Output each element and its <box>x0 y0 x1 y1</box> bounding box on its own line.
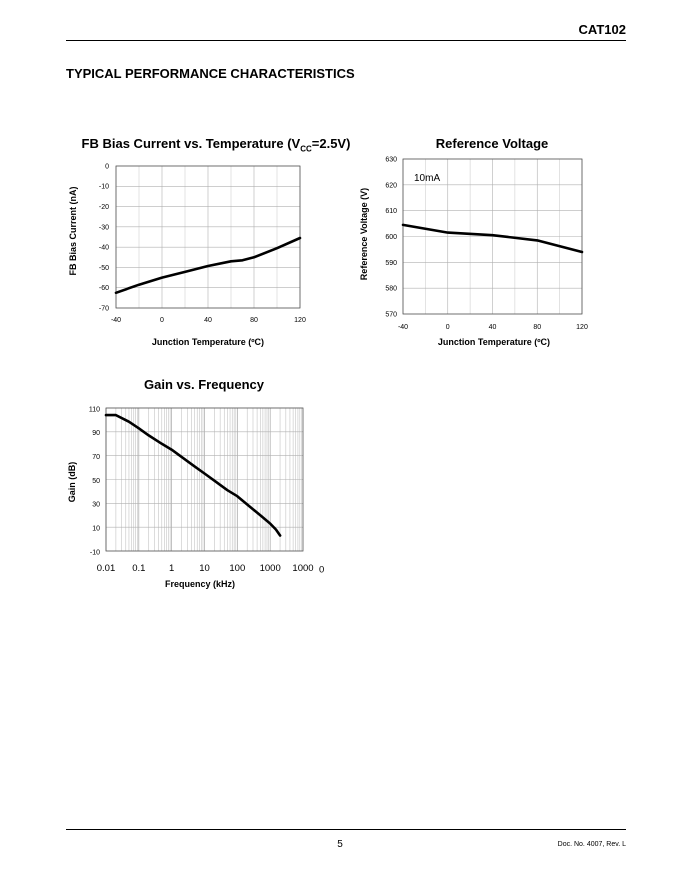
y-tick-label: 600 <box>385 233 397 241</box>
x-tick-label: 120 <box>576 324 588 331</box>
y-tick-label: -30 <box>98 224 109 232</box>
y-tick-label: -10 <box>89 549 100 557</box>
y-tick-label: 590 <box>385 259 397 267</box>
part-number: CAT102 <box>578 22 626 37</box>
y-tick-label: 610 <box>385 208 397 216</box>
x-tick-label: 100 <box>229 563 246 574</box>
chart-bias-xlabel: Junction Temperature (ºC) <box>151 337 265 347</box>
chart-gain-ylabel: Gain (dB) <box>67 461 77 503</box>
x-tick-label: 0.1 <box>132 563 146 574</box>
x-tick-label: 80 <box>250 317 258 324</box>
y-tick-label: 110 <box>88 406 100 414</box>
x-tick-label-extra: 0 <box>319 564 325 576</box>
y-tick-label: 50 <box>92 477 100 485</box>
y-tick-label: 570 <box>385 311 397 319</box>
chart-ref-ylabel: Reference Voltage (V) <box>359 187 369 281</box>
x-tick-label: 0 <box>445 324 450 331</box>
y-tick-label: -50 <box>98 264 109 272</box>
y-tick-label: -10 <box>98 183 109 191</box>
x-tick-label: 10 <box>199 563 210 574</box>
y-tick-label: 0 <box>105 163 109 171</box>
chart-bias-ylabel: FB Bias Current (nA) <box>68 186 78 276</box>
series-line <box>106 415 280 535</box>
x-tick-label: 1000 <box>292 563 314 574</box>
y-tick-label: -60 <box>98 285 109 293</box>
x-tick-label: -40 <box>110 317 122 324</box>
x-tick-label: 40 <box>488 324 497 331</box>
chart-ref-xlabel: Junction Temperature (ºC) <box>437 337 551 347</box>
x-tick-label: 80 <box>533 324 542 331</box>
y-tick-label: 90 <box>92 430 100 438</box>
chart-gain-title: Gain vs. Frequency <box>144 377 264 392</box>
section-title: TYPICAL PERFORMANCE CHARACTERISTICS <box>66 66 355 81</box>
y-tick-label: 630 <box>385 156 397 164</box>
x-tick-label: 0.01 <box>96 563 116 574</box>
doc-number: Doc. No. 4007, Rev. L <box>557 841 626 848</box>
x-tick-label: 1 <box>169 563 175 574</box>
footer-rule <box>66 829 626 830</box>
y-tick-label: 10 <box>92 525 100 533</box>
x-tick-label: 40 <box>204 317 212 324</box>
x-tick-label: 1000 <box>259 563 281 574</box>
chart-annotation: 10mA <box>414 173 441 184</box>
y-tick-label: 70 <box>92 453 100 461</box>
chart-gain-xlabel: Frequency (kHz) <box>164 579 235 589</box>
y-tick-label: -20 <box>98 204 109 212</box>
x-tick-label: 0 <box>160 317 164 324</box>
y-tick-label: -70 <box>98 305 109 313</box>
y-tick-label: 30 <box>92 501 100 509</box>
chart-ref-title: Reference Voltage <box>435 136 549 151</box>
y-tick-label: 620 <box>385 182 397 190</box>
chart-bias-title: FB Bias Current vs. Temperature $(V_{CC}=2.5V)$ <box>81 136 351 154</box>
page-number: 5 <box>337 839 343 850</box>
y-tick-label: 580 <box>385 285 397 293</box>
x-tick-label: -40 <box>397 324 409 331</box>
x-tick-label: 120 <box>294 317 306 324</box>
y-tick-label: -40 <box>98 244 109 252</box>
